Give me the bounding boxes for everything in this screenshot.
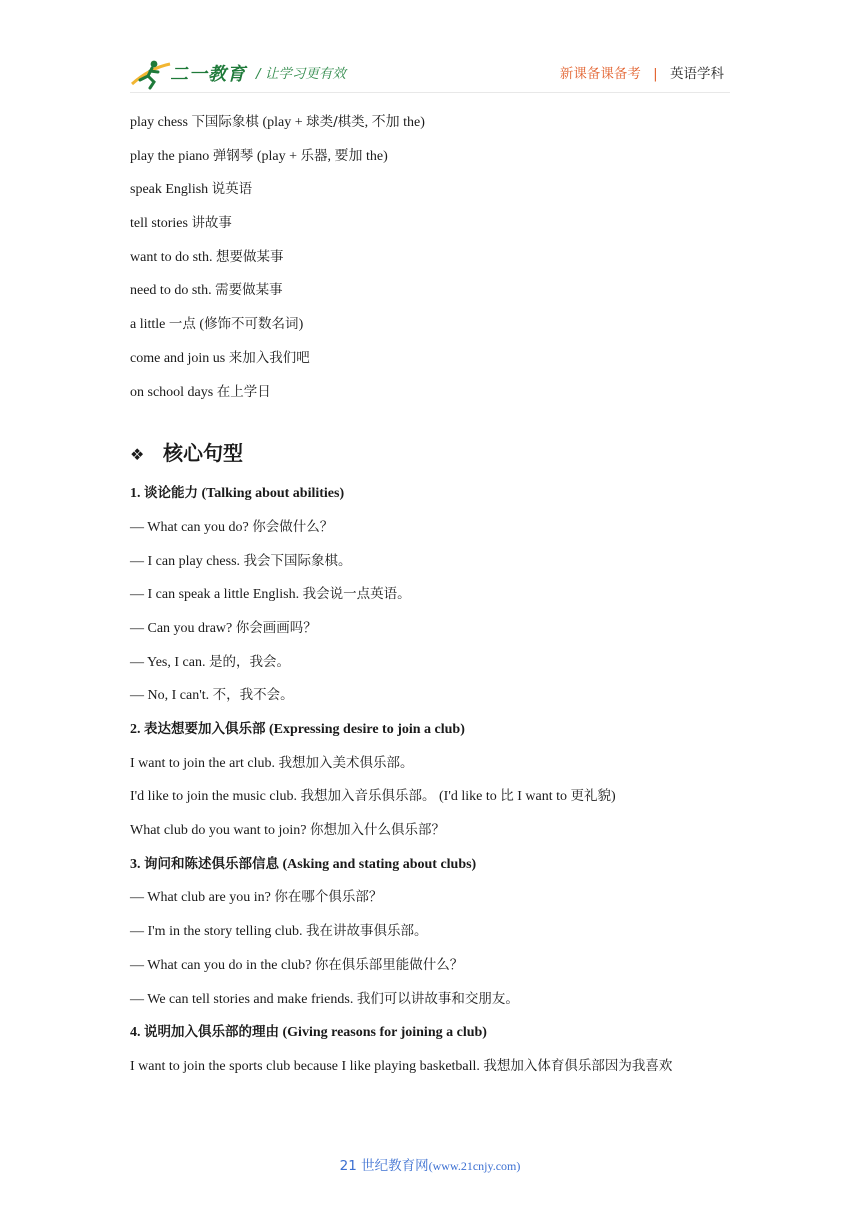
sentence-en: — Yes, I can. xyxy=(130,654,206,670)
sentence-en: — I can speak a little English. xyxy=(130,587,300,603)
header-subject xyxy=(560,62,724,82)
footer-site-url: (www.21cnjy.com) xyxy=(428,1159,521,1173)
vocab-cn: 讲故事 xyxy=(191,215,232,232)
vocab-en: need to do sth. xyxy=(130,283,212,299)
sentence-note-end: ) xyxy=(611,789,616,805)
sentence-cn: 我想加入音乐俱乐部。 xyxy=(300,788,436,805)
group-title-en: (Giving reasons for joining a club) xyxy=(282,1025,487,1041)
vocab-item xyxy=(130,347,750,381)
vocab-item xyxy=(130,381,750,415)
page-header xyxy=(130,56,730,92)
sentence-cn: 我会下国际象棋。 xyxy=(243,552,352,569)
vocab-cn: 弹钢琴 xyxy=(212,147,254,164)
vocab-note-cn: 修饰不可数名词 xyxy=(204,316,299,333)
sentence-line xyxy=(130,819,750,853)
vocab-item xyxy=(130,145,750,179)
vocab-item xyxy=(130,246,750,280)
sentence-note-cn-2: 更礼貌 xyxy=(570,788,611,805)
sentence-en: What club do you want to join? xyxy=(130,823,307,839)
vocab-note-cn: 球类/棋类 xyxy=(306,114,365,130)
sentence-line xyxy=(130,886,750,920)
logo-text: 二一教育 xyxy=(170,64,246,85)
diamond-bullet-icon: ❖ xyxy=(130,445,145,465)
header-course-label: 新课备课备考 xyxy=(559,66,641,82)
group-number: 1. xyxy=(130,486,141,502)
sentence-en: — What can you do? xyxy=(130,519,249,535)
vocab-note-end: , 不加 the) xyxy=(364,115,425,130)
vocab-en: tell stories xyxy=(130,216,188,232)
group-title-en: (Talking about abilities) xyxy=(201,486,345,502)
sentence-cn: 是的，我会。 xyxy=(208,653,290,670)
vocab-cn: 说英语 xyxy=(211,181,253,198)
group-heading xyxy=(130,1021,750,1055)
header-separator: | xyxy=(653,66,658,82)
group-number: 3. xyxy=(130,856,141,872)
sentence-cn: 不，我不会。 xyxy=(212,687,294,704)
group-title-en: (Asking and stating about clubs) xyxy=(282,856,477,872)
group-title-en: (Expressing desire to join a club) xyxy=(269,722,465,737)
sentence-groups xyxy=(130,482,750,1088)
group-number: 4. xyxy=(130,1025,141,1041)
group-heading xyxy=(130,718,750,752)
group-title-cn: 说明加入俱乐部的理由 xyxy=(144,1024,279,1041)
vocab-en: want to do sth. xyxy=(130,249,213,265)
header-subject-label: 英语学科 xyxy=(670,66,724,82)
header-divider xyxy=(130,92,730,93)
vocab-item xyxy=(130,279,750,313)
vocab-cn: 想要做某事 xyxy=(215,248,284,265)
vocab-note-cn: 乐器 xyxy=(300,147,328,164)
sentence-line xyxy=(130,752,750,786)
document-body xyxy=(130,111,750,1089)
sentence-en: — No, I can't. xyxy=(130,688,210,704)
sentence-cn: 你在哪个俱乐部？ xyxy=(274,889,383,906)
vocab-item xyxy=(130,111,750,145)
page-footer[interactable] xyxy=(0,1154,860,1174)
vocab-en: speak English xyxy=(130,182,209,198)
group-heading xyxy=(130,482,750,516)
sentence-line xyxy=(130,1055,750,1089)
sentence-cn: 我会说一点英语。 xyxy=(302,586,411,603)
sentence-en: — What can you do in the club? xyxy=(130,957,312,973)
vocab-cn: 下国际象棋 xyxy=(191,114,259,130)
vocab-note: ( xyxy=(195,317,205,333)
section-title-text: 核心句型 xyxy=(162,441,243,466)
vocab-cn: 来加入我们吧 xyxy=(228,349,310,366)
vocab-note: (play + xyxy=(253,148,301,164)
sentence-en: — I'm in the story telling club. xyxy=(130,924,303,940)
sentence-line xyxy=(130,583,750,617)
footer-site-name: 21 世纪教育网 xyxy=(339,1158,429,1174)
sentence-note: (I'd like to xyxy=(435,789,501,805)
group-number: 2. xyxy=(130,722,141,737)
sentence-cn: 我们可以讲故事和交朋友。 xyxy=(356,990,519,1007)
vocab-note: (play + xyxy=(258,115,307,130)
sentence-note-2: I want to xyxy=(513,789,571,805)
sentence-line xyxy=(130,617,750,651)
vocab-item xyxy=(130,212,750,246)
header-slogan: / 让学习更有效 xyxy=(256,66,346,82)
sentence-cn: 我想加入体育俱乐部因为我喜欢 xyxy=(483,1057,673,1074)
group-title-cn: 表达想要加入俱乐部 xyxy=(144,721,266,737)
vocab-en: on school days xyxy=(130,384,214,400)
sentence-line xyxy=(130,920,750,954)
sentence-line xyxy=(130,651,750,685)
section-title xyxy=(130,438,750,482)
sentence-cn: 你在俱乐部里能做什么？ xyxy=(314,956,464,973)
vocab-en: come and join us xyxy=(130,350,226,366)
sentence-cn: 我在讲故事俱乐部。 xyxy=(305,923,428,940)
sentence-cn: 你会做什么？ xyxy=(252,518,334,535)
sentence-en: I want to join the sports club because I like playing basketball. xyxy=(130,1058,480,1074)
sentence-en: — What club are you in? xyxy=(130,890,271,906)
sentence-en: I want to join the art club. xyxy=(130,755,276,771)
vocab-note-end: ) xyxy=(298,317,304,333)
group-title-cn: 询问和陈述俱乐部信息 xyxy=(144,855,279,872)
sentence-cn: 你会画画吗？ xyxy=(235,619,317,636)
sentence-en: — We can tell stories and make friends. xyxy=(130,991,354,1007)
sentence-line xyxy=(130,954,750,988)
vocab-en: play the piano xyxy=(130,148,210,164)
group-title-cn: 谈论能力 xyxy=(144,485,198,502)
vocab-note-end: , 要加 the) xyxy=(327,148,388,164)
sentence-en: — I can play chess. xyxy=(130,553,241,569)
vocab-en: play chess xyxy=(130,115,188,130)
sentence-en: — Can you draw? xyxy=(130,620,233,636)
sentence-line xyxy=(130,550,750,584)
vocab-cn: 一点 xyxy=(168,316,196,333)
sentence-en: I'd like to join the music club. xyxy=(130,789,297,805)
vocab-cn: 在上学日 xyxy=(216,383,271,400)
sentence-line xyxy=(130,684,750,718)
sentence-line xyxy=(130,516,750,550)
sentence-line xyxy=(130,785,750,819)
vocab-list xyxy=(130,111,750,414)
vocab-item xyxy=(130,313,750,347)
group-heading xyxy=(130,853,750,887)
sentence-line xyxy=(130,988,750,1022)
vocab-item xyxy=(130,178,750,212)
sentence-cn: 你想加入什么俱乐部？ xyxy=(310,822,446,839)
sentence-note-cn: 比 xyxy=(500,788,514,805)
sentence-cn: 我想加入美术俱乐部。 xyxy=(278,754,414,771)
vocab-en: a little xyxy=(130,317,166,333)
vocab-cn: 需要做某事 xyxy=(215,282,283,299)
